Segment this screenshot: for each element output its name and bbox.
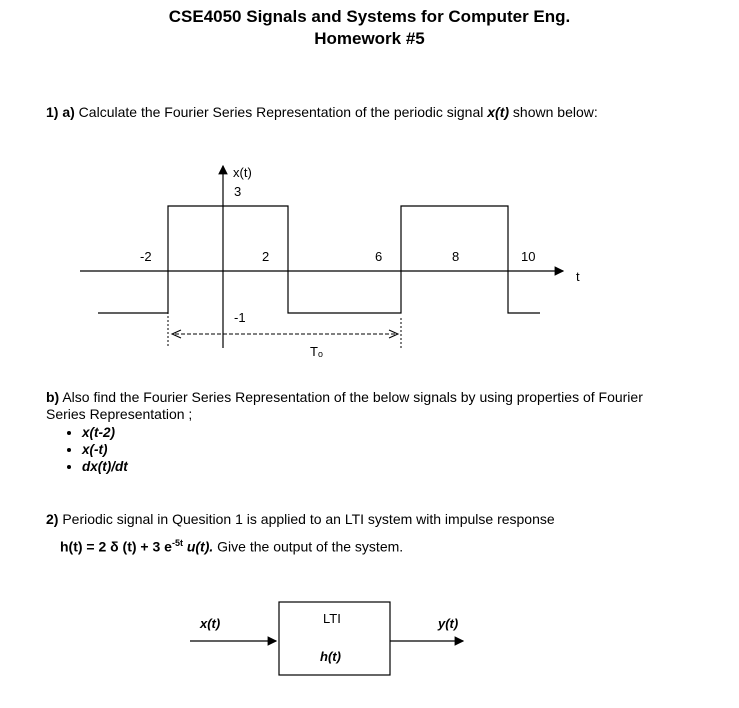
- question-1b-line1: [46, 389, 643, 405]
- question-2-tail: Give the output of the system.: [213, 538, 404, 555]
- list-item: • dx(t)/dt: [82, 458, 128, 475]
- question-1a-text: Calculate the Fourier Series Representation of the periodic signal: [74, 104, 488, 120]
- question-1b-line2: Series Representation ;: [46, 406, 193, 422]
- impulse-response-step: u(t).: [182, 538, 214, 555]
- signal-plot: [0, 150, 739, 375]
- impulse-response-eq: h(t) = 2 δ (t) + 3 e: [60, 538, 172, 555]
- question-1a: [46, 104, 598, 120]
- page-title: CSE4050 Signals and Systems for Computer Eng.: [168, 7, 571, 26]
- y-axis-label: x(t): [233, 165, 252, 180]
- lti-block-diagram: [0, 595, 739, 690]
- period-label: Tₒ: [310, 344, 323, 359]
- system-response-label: h(t): [320, 649, 341, 664]
- list-item: • x(t-2): [82, 424, 128, 441]
- tick-label-neg2: -2: [140, 249, 152, 264]
- impulse-response-exponent: -5t: [171, 538, 183, 548]
- tick-label-2: 2: [262, 249, 270, 264]
- input-label: x(t): [200, 616, 221, 631]
- tick-label-10: 10: [521, 249, 536, 264]
- question-2-equation: [60, 538, 403, 555]
- page-subtitle: Homework #5: [314, 29, 425, 48]
- list-item: • x(-t): [82, 441, 128, 458]
- x-axis-label: t: [576, 269, 580, 284]
- question-1b-text: Also find the Fourier Series Representation of the below signals by using properties of Fourier: [59, 389, 643, 405]
- tick-label-8: 8: [452, 249, 460, 264]
- question-2-number: 2): [46, 511, 59, 527]
- question-1a-tail: shown below:: [509, 104, 598, 120]
- question-2-text: Periodic signal in Quesition 1 is applied to an LTI system with impulse response: [58, 511, 555, 527]
- question-2-line1: [46, 511, 555, 527]
- question-1b-number: b): [46, 389, 60, 405]
- question-1a-number: 1) a): [46, 104, 75, 120]
- low-value-label: -1: [234, 310, 246, 325]
- system-label: LTI: [323, 611, 341, 626]
- signal-list: [60, 424, 128, 475]
- square-wave: [98, 206, 540, 313]
- high-value-label: 3: [234, 184, 242, 199]
- tick-label-6: 6: [375, 249, 383, 264]
- question-1a-signal: x(t): [487, 104, 510, 120]
- output-label: y(t): [438, 616, 459, 631]
